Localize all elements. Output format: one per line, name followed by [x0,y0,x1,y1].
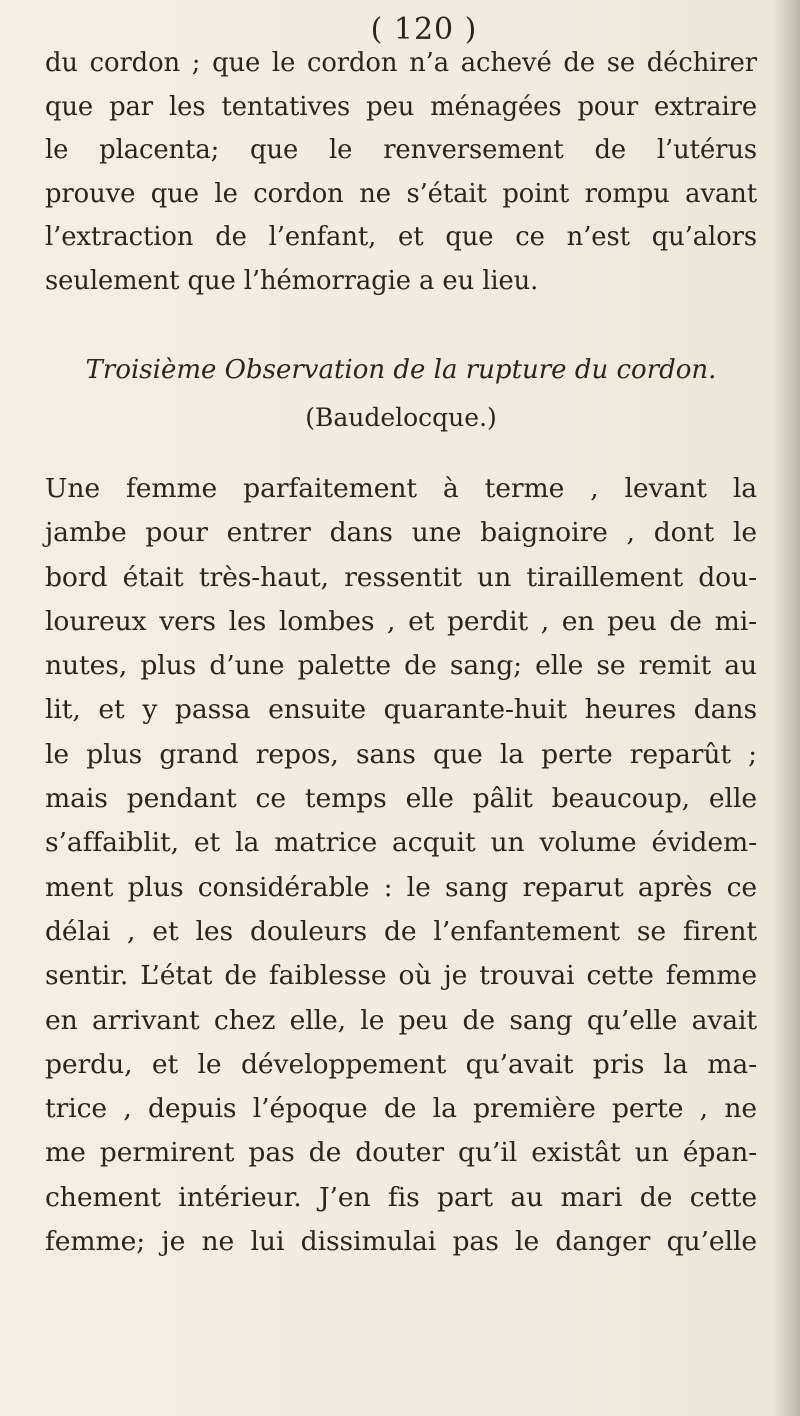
body-line: lit, et y passa ensuite quarante-huit heures dans [45,694,757,726]
intro-line: seulement que l’hémorragie a eu lieu. [45,265,539,296]
intro-paragraph [45,42,757,303]
body-line: nutes, plus d’une palette de sang; elle se remit au [45,650,757,682]
page-edge-shadow [772,0,800,1416]
observation-heading: Troisième Observation de la rupture du cordon. [85,355,717,385]
body-line: trice , depuis l’époque de la première perte , ne [45,1093,757,1125]
body-line: Une femme parfaitement à terme , levant la [45,473,757,504]
body-line: loureux vers les lombes , et perdit , en peu de mi- [45,605,757,637]
intro-line: l’extraction de l’enfant, et que ce n’est qu’alors [45,222,757,252]
body-line: me permirent pas de douter qu’il existât un épan- [45,1137,757,1169]
body-line: femme; je ne lui dissimulai pas le danger qu’elle [45,1226,757,1258]
body-line: sentir. L’état de faiblesse où je trouvai cette femme [45,960,757,992]
body-line: chement intérieur. J’en fis part au mari de cette [45,1181,757,1213]
body-line: bord était très-haut, ressentit un tiraillement dou- [45,561,757,593]
intro-line: du cordon ; que le cordon n’a achevé de se déchirer [45,48,757,78]
body-line: jambe pour entrer dans une baignoire , dont le [45,517,757,549]
page-number: ( 120 ) [370,12,478,47]
body-line: s’affaiblit, et la matrice acquit un volume évidem- [45,827,757,859]
body-line: délai , et les douleurs de l’enfantement se firent [45,915,757,947]
intro-line: le placenta; que le renversement de l’utérus [45,135,757,165]
body-line: ment plus considérable : le sang reparut après ce [45,871,757,903]
intro-line: prouve que le cordon ne s’était point rompu avant [45,178,757,209]
body-line: en arrivant chez elle, le peu de sang qu’elle avait [45,1004,757,1036]
observation-author: (Baudelocque.) [305,403,497,432]
body-line: mais pendant ce temps elle pâlit beaucoup, elle [45,783,757,815]
intro-line: que par les tentatives peu ménagées pour extraire [45,91,757,122]
body-line: perdu, et le développement qu’avait pris la ma- [45,1048,757,1080]
body-line: le plus grand repos, sans que la perte reparût ; [45,738,757,770]
observation-paragraph [45,467,757,1264]
